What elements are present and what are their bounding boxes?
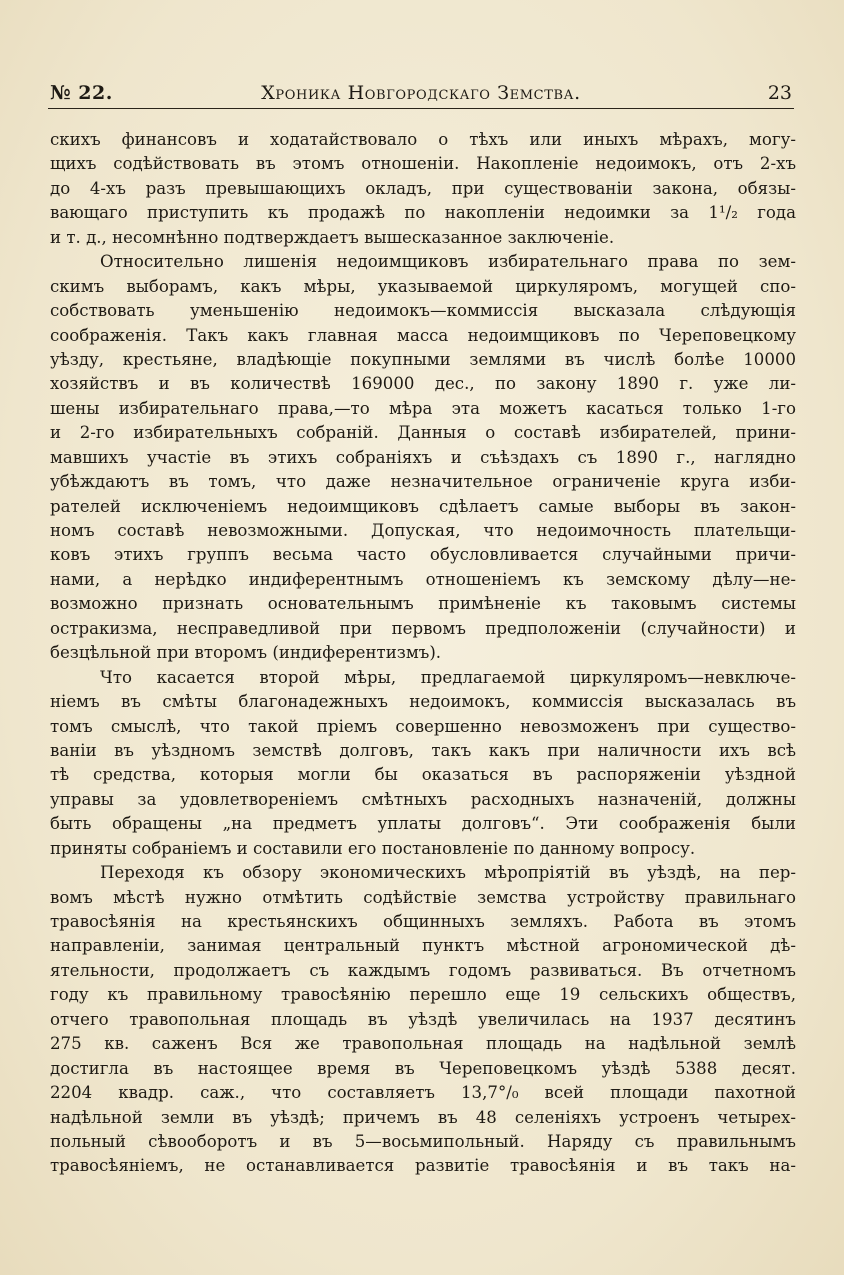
text-line: скихъ финансовъ и ходатайствовало о тѣхъ или иныхъ мѣрахъ, могу-: [50, 130, 796, 149]
text-line: рателей исключеніемъ недоимщиковъ сдѣлаетъ самые выборы въ закон-: [50, 496, 796, 516]
text-line: номъ составѣ невозможными. Допуская, что недоимочность плательщи-: [50, 521, 796, 540]
text-line: и т. д., несомнѣнно подтверждаетъ вышесказанное заключеніе.: [50, 227, 615, 247]
page-number: 23: [767, 82, 792, 104]
text-line: остракизма, несправедливой при первомъ предположеніи (случайности) и: [50, 618, 796, 638]
text-line: и 2-го избирательныхъ собраній. Данныя о составѣ избирателей, прини-: [50, 423, 796, 443]
text-line: ковъ этихъ группъ весьма часто обусловливается случайными причи-: [50, 545, 796, 565]
text-line: скимъ выборамъ, какъ мѣры, указываемой циркуляромъ, могущей спо-: [50, 276, 796, 296]
text-line: хозяйствъ и въ количествѣ 169000 дес., по закону 1890 г. уже ли-: [50, 374, 796, 394]
text-line: убѣждаютъ въ томъ, что даже незначительное ограниченіе круга изби-: [50, 472, 796, 492]
text-line: уѣзду, крестьяне, владѣющіе покупными землями въ числѣ болѣе 10000: [50, 349, 796, 369]
text-line: шены избирательнаго права,—то мѣра эта можетъ касаться только 1-го: [50, 398, 796, 418]
text-line: ніемъ въ смѣты благонадежныхъ недоимокъ, коммиссія высказалась въ: [50, 692, 796, 712]
paragraph: [50, 128, 796, 250]
text-line: томъ смыслѣ, что такой пріемъ совершенно невозможенъ при существо-: [50, 716, 796, 736]
text-line: Переходя къ обзору экономическихъ мѣропріятій въ уѣздѣ, на пер-: [100, 863, 796, 883]
text-line: польный сѣвооборотъ и въ 5—восьмипольный. Наряду съ правильнымъ: [50, 1131, 796, 1151]
text-line: Что касается второй мѣры, предлагаемой циркуляромъ—невключе-: [100, 667, 796, 687]
paragraph: [50, 666, 796, 862]
text-line: приняты собраніемъ и составили его постановленіе по данному вопросу.: [50, 838, 696, 858]
text-line: мавшихъ участіе въ этихъ собраніяхъ и съѣздахъ съ 1890 г., наглядно: [50, 447, 796, 467]
text-line: 275 кв. саженъ Вся же травопольная площадь на надѣльной землѣ: [50, 1034, 796, 1054]
text-line: достигла въ настоящее время въ Череповецкомъ уѣздѣ 5388 десят.: [50, 1058, 796, 1078]
text-line: безцѣльной при второмъ (индиферентизмъ).: [50, 643, 442, 663]
journal-title: Хроника Новгородскаго Земства.: [261, 82, 581, 104]
paragraph: [50, 861, 796, 1179]
text-line: надѣльной земли въ уѣздѣ; причемъ въ 48 селеніяхъ устроенъ четырех-: [50, 1107, 796, 1127]
text-line: тѣ средства, которыя могли бы оказаться въ распоряженіи уѣздной: [50, 765, 796, 785]
text-line: до 4-хъ разъ превышающихъ окладъ, при существованіи закона, обязы-: [50, 178, 796, 198]
text-line: травосѣянія на крестьянскихъ общинныхъ земляхъ. Работа въ этомъ: [50, 912, 796, 931]
text-line: году къ правильному травосѣянію перешло еще 19 сельскихъ обществъ,: [50, 985, 796, 1005]
text-line: быть обращены „на предметъ уплаты долговъ“. Эти соображенія были: [50, 814, 796, 834]
text-line: ваніи въ уѣздномъ земствѣ долговъ, такъ какъ при наличности ихъ всѣ: [50, 740, 796, 760]
text-line: соображенія. Такъ какъ главная масса недоимщиковъ по Череповецкому: [50, 325, 796, 345]
text-line: 2204 квадр. саж., что составляетъ 13,7°/₀ всей площади пахотной: [50, 1083, 796, 1103]
body-text: [50, 128, 796, 1179]
issue-number: № 22.: [50, 82, 113, 104]
text-line: вающаго приступить къ продажѣ по накопленіи недоимки за 1¹/₂ года: [50, 203, 796, 223]
text-line: управы за удовлетвореніемъ смѣтныхъ расходныхъ назначеній, должны: [50, 789, 796, 809]
text-line: собствовать уменьшенію недоимокъ—коммиссія высказала слѣдующія: [50, 301, 796, 321]
text-line: вомъ мѣстѣ нужно отмѣтить содѣйствіе земства устройству правильнаго: [50, 887, 796, 907]
text-line: отчего травопольная площадь въ уѣздѣ увеличилась на 1937 десятинъ: [50, 1009, 796, 1029]
text-line: Относительно лишенія недоимщиковъ избирательнаго права по зем-: [100, 252, 796, 272]
text-line: направленіи, занимая центральный пунктъ мѣстной агрономической дѣ-: [50, 936, 796, 956]
text-line: возможно признать основательнымъ примѣненіе къ таковымъ системы: [50, 594, 796, 614]
text-line: ятельности, продолжаетъ съ каждымъ годомъ развиваться. Въ отчетномъ: [50, 960, 796, 980]
paragraph: [50, 250, 796, 665]
text-line: нами, а нерѣдко индиферентнымъ отношеніемъ къ земскому дѣлу—не-: [50, 569, 796, 589]
running-header: [48, 80, 794, 109]
text-line: щихъ содѣйствовать въ этомъ отношеніи. Накопленіе недоимокъ, отъ 2-хъ: [50, 154, 796, 174]
text-line: травосѣяніемъ, не останавливается развитіе травосѣянія и въ такъ на-: [50, 1156, 796, 1176]
